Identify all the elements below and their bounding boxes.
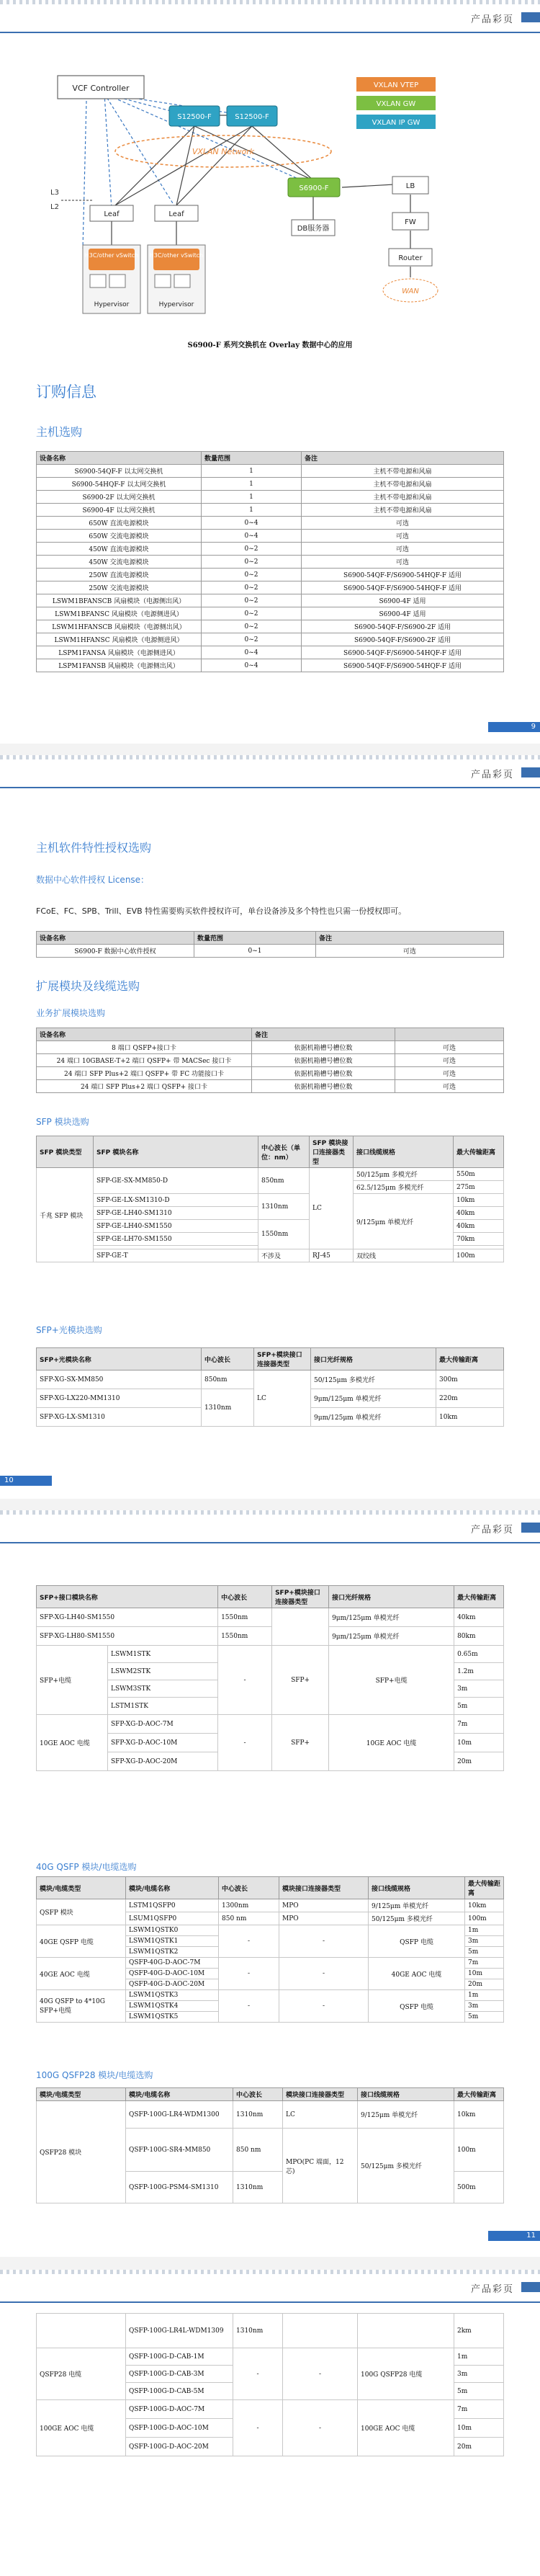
table-row: 8 端口 QSFP+接口卡 依据机箱槽号槽位数 可选 [37,1041,504,1054]
table-row: SFP-GE-LH70-SM1550 70km [37,1233,504,1246]
table-row: 100GE AOC 电缆 QSFP-100G-D-AOC-7M - - 100GE AOC 电缆 7m [37,2400,504,2419]
table-row: QSFP28 模块 QSFP-100G-LR4-WDM1300 1310nm LC 9/125μm 单模光纤 10km [37,2101,504,2129]
biz-title: 业务扩展模块选购 [36,1008,106,1018]
license-table [36,931,504,958]
ordering-title: 订购信息 [36,383,96,401]
qsfp28-title: 100G QSFP28 模块/电缆选购 [36,2070,153,2080]
lb-label: LB [405,182,415,190]
col-device: 设备名称 [37,452,202,465]
table-row: QSFP-40G-D-AOC-20M 20m [37,1979,504,1990]
page-header [0,2270,540,2301]
sfp-table: SFP 模块类型 SFP 模块名称 中心波长（单位：nm） SFP 模块接口连接器类型 接口线缆规格 最大传输距离 千兆 SFP 模块 SFP-GE-SX-MM850-D 850nm LC 50/125μm 多模光纤 550m 62.5/125μm 多模光纤 275m SFP-GE-LX-SM1310-D 1310nm 9/125μm 单模光纤 10km SFP-GE-LH40-SM1310 40km SFP-GE-LH40-SM1550 1550nm 40km SFP-GE-LH70-SM1550 70km SFP-GE-T 不涉及 RJ-45 双绞线 100m [36,1136,504,1262]
l3-label: L3 [50,189,59,197]
table-row: LSWM1BFANSC 风扇模块（电源侧进风） 0~2 S6900-4F 适用 [37,607,504,620]
page-3 [0,1510,540,2257]
sfp-title: SFP 模块选购 [36,1117,89,1127]
table-row: SFP-XG-D-AOC-20M 20m [37,1752,504,1771]
table-row: QSFP28 电缆 QSFP-100G-D-CAB-1M - - 100G QSFP28 电缆 1m [37,2348,504,2366]
table-row: QSFP-100G-D-AOC-20M 20m [37,2438,504,2456]
license-title: 主机软件特性授权选购 [36,841,152,855]
vswitch-1-label: H3C/other vSwitch [84,252,139,259]
diagram-caption: S6900-F 系列交换机在 Overlay 数据中心的应用 [187,342,353,349]
table-row: SFP-XG-LX220-MM1310 1310nm 9μm/125μm 单模光纤 220m [37,1389,504,1408]
table-row: QSFP-100G-PSM4-SM1310 1310nm 500m [37,2172,504,2203]
table-row: QSFP-100G-D-CAB-3M 3m [37,2366,504,2383]
col-note: 备注 [252,1028,395,1041]
s6900-label: S6900-F [299,184,329,192]
spine-1-label: S12500-F [177,113,212,121]
table-row: S6900-4F 以太网交换机 1 主机不带电源和风扇 [37,504,504,517]
table-row: 40GE AOC 电缆 QSFP-40G-D-AOC-7M - - 40GE AOC 电缆 7m [37,1958,504,1969]
table-row: QSFP-100G-LR4L-WDM1309 1310nm 2km [37,2314,504,2348]
page-4 [0,2270,540,2576]
table-row: LSWM1QSTK5 5m [37,2012,504,2023]
legend-gw: VXLAN GW [376,100,416,108]
table-row: LSWM3STK 3m [37,1680,504,1698]
table-row: SFP-XG-SX-MM850 850nm LC 50/125μm 多模光纤 300m [37,1371,504,1389]
table-row: SFP-XG-LH80-SM1550 1550nm 9μm/125μm 单模光纤 80km [37,1627,504,1646]
wan-label: WAN [402,288,419,295]
page-header [0,1510,540,1542]
vxlan-network-label: VXLAN Network [192,147,255,156]
table-row: 650W 交流电源模块 0~4 可选 [37,530,504,543]
table-row: LSWM1HFANSCB 风扇模块（电源侧出风） 0~2 S6900-54QF-F/S6900-2F 适用 [37,620,504,633]
table-row: 24 端口 10GBASE-T+2 端口 QSFP+ 带 MACSec 接口卡 依据机箱槽号槽位数 可选 [37,1054,504,1067]
leaf-2-label: Leaf [168,210,184,218]
table-row: LSPM1FANSB 风扇模块（电源侧出风） 0~4 S6900-54QF-F/S6900-54HQF-F 适用 [37,659,504,672]
col-note: 备注 [302,452,504,465]
table-row: 24 端口 SFP Plus+2 端口 QSFP+ 接口卡 依据机箱槽号槽位数 可选 [37,1080,504,1093]
leaf-1-label: Leaf [104,210,120,218]
table-row: 40G QSFP to 4*10G SFP+电缆 LSWM1QSTK3 - - QSFP 电缆 1m [37,1990,504,2001]
table-row: 10GE AOC 电缆 SFP-XG-D-AOC-7M - SFP+ 10GE AOC 电缆 7m [37,1715,504,1734]
header-title: 产品彩页 [470,2284,514,2295]
sfpplus-title: SFP+光模块选购 [36,1325,102,1335]
spine-2-label: S12500-F [235,113,269,121]
overlay-network-diagram [43,61,490,335]
col-qty: 数量范围 [202,452,302,465]
table-row: LSWM2STK 1.2m [37,1663,504,1680]
page-number: 11 [488,2231,540,2241]
router-label: Router [398,254,423,262]
table-row: 450W 直流电源模块 0~2 可选 [37,543,504,556]
hypervisor-2-label: Hypervisor [158,301,194,308]
page-header [0,0,540,32]
table-row: S6900-54HQF-F 以太网交换机 1 主机不带电源和风扇 [37,478,504,491]
table-row: 450W 交流电源模块 0~2 可选 [37,556,504,569]
col-note: 备注 [316,932,504,945]
legend-vtep: VXLAN VTEP [373,81,419,89]
table-row: S6900-54QF-F 以太网交换机 1 主机不带电源和风扇 [37,465,504,478]
table-row: QSFP 模块 LSTM1QSFP0 1300nm MPO 9/125μm 单模光纤 10km [37,1899,504,1912]
col-qty: 数量范围 [194,932,316,945]
table-row: SFP-XG-LH40-SM1550 1550nm 9μm/125μm 单模光纤 40km [37,1608,504,1627]
table-row: SFP-XG-D-AOC-10M 10m [37,1734,504,1752]
page-header [0,755,540,787]
biz-table [36,1028,504,1093]
license-subtitle: 数据中心软件授权 License： [36,875,150,885]
page-number: 9 [488,722,540,732]
header-title: 产品彩页 [470,770,514,780]
col-device: 设备名称 [37,1028,252,1041]
table-row: LSUM1QSFP0 850 nm MPO 50/125μm 多模光纤 100m [37,1912,504,1925]
table-row: 千兆 SFP 模块 SFP-GE-SX-MM850-D 850nm LC 50/125μm 多模光纤 550m [37,1168,504,1181]
table-row: S6900-2F 以太网交换机 1 主机不带电源和风扇 [37,491,504,504]
table-row: LSWM1BFANSCB 风扇模块（电源侧出风） 0~2 S6900-4F 适用 [37,594,504,607]
table-row: 24 端口 SFP Plus+2 端口 QSFP+ 带 FC 功能接口卡 依据机箱槽号槽位数 可选 [37,1067,504,1080]
table-row: LSTM1STK 5m [37,1698,504,1715]
table-row: LSWM1QSTK1 3m [37,1936,504,1947]
table-row: QSFP-40G-D-AOC-10M 10m [37,1969,504,1979]
table-row: SFP-GE-LH40-SM1550 1550nm 40km [37,1220,504,1233]
db-server-label: DB服务器 [297,225,330,233]
table-row: SFP-GE-T 不涉及 RJ-45 双绞线 100m [37,1249,504,1262]
table-row: 62.5/125μm 多模光纤 275m [37,1181,504,1194]
table-row: LSPM1FANSA 风扇模块（电源侧进风） 0~4 S6900-54QF-F/S6900-54HQF-F 适用 [37,646,504,659]
host-title: 主机选购 [36,425,83,439]
table-row: LSWM1HFANSC 风扇模块（电源侧进风） 0~2 S6900-54QF-F/S6900-2F 适用 [37,633,504,646]
fw-label: FW [405,218,416,226]
table-row: LSWM1QSTK4 3m [37,2001,504,2012]
table-row: SFP-GE-LH40-SM1310 40km [37,1207,504,1220]
table-row: S6900-F 数据中心软件授权 0~1 可选 [37,945,504,958]
sfpplus-cable-table: SFP+接口模块名称 中心波长 SFP+模块接口连接器类型 接口光纤规格 最大传输距离 SFP-XG-LH40-SM1550 1550nm 9μm/125μm 单模光纤 40km SFP-XG-LH80-SM1550 1550nm 9μm/125μm 单模光纤 80km SFP+电缆 LSWM1STK - SFP+ SFP+电缆 0.65m LSWM2STK 1.2m LSWM3STK 3m LSTM1STK 5m 10GE AOC 电缆 SFP-XG-D-AOC-7M - SFP+ 10GE AOC 电缆 7m SFP-XG-D-AOC-10M 10m SFP-XG-D-AOC-20M 20m [36,1585,504,1771]
l2-label: L2 [50,203,59,211]
qsfp28-table: 模块/电缆类型 模块/电缆名称 中心波长 模块接口连接器类型 接口线缆规格 最大传输距离 QSFP28 模块 QSFP-100G-LR4-WDM1300 1310nm LC 9/125μm 单模光纤 10km QSFP-100G-SR4-MM850 850 nm MPO(PC 端面，12 芯) 50/125μm 多模光纤 100m QSFP-100G-PSM4-SM1310 1310nm 500m [36,2087,504,2203]
host-table [36,451,504,672]
col-device: 设备名称 [37,932,194,945]
table-row: SFP+电缆 LSWM1STK - SFP+ SFP+电缆 0.65m [37,1646,504,1663]
page-number: 10 [0,1476,52,1486]
license-paragraph: FCoE、FC、SPB、Trill、EVB 特性需要购买软件授权许可，单台设备涉及多个特性也只需一份授权即可。 [36,906,407,916]
table-row: 250W 直流电源模块 0~2 S6900-54QF-F/S6900-54HQF-F 适用 [37,569,504,581]
page-2 [0,755,540,1499]
qsfp28-cable-table [36,2313,504,2456]
vswitch-2-label: H3C/other vSwitch [149,252,204,259]
qsfp-title: 40G QSFP 模块/电缆选购 [36,1862,137,1872]
sfpplus-table: SFP+光模块名称 中心波长 SFP+模块接口连接器类型 接口光纤规格 最大传输距离 SFP-XG-SX-MM850 850nm LC 50/125μm 多模光纤 300m SFP-XG-LX220-MM1310 1310nm 9μm/125μm 单模光纤 220m SFP-XG-LX-SM1310 9μm/125μm 单模光纤 10km [36,1347,504,1427]
legend-ipgw: VXLAN IP GW [372,119,420,127]
header-title: 产品彩页 [470,1525,514,1536]
hypervisor-1-label: Hypervisor [94,301,130,308]
ext-title: 扩展模块及线缆选购 [36,979,140,993]
table-row: SFP-XG-LX-SM1310 9μm/125μm 单模光纤 10km [37,1408,504,1427]
table-row: QSFP-100G-D-AOC-10M 10m [37,2419,504,2438]
header-title: 产品彩页 [470,14,514,25]
table-row: LSWM1QSTK2 5m [37,1947,504,1958]
page-1 [0,0,540,744]
table-row: 40GE QSFP 电缆 LSWM1QSTK0 - - QSFP 电缆 1m [37,1925,504,1936]
table-row: SFP-GE-LX-SM1310-D 1310nm 9/125μm 单模光纤 10km [37,1194,504,1207]
col-extra [395,1028,504,1041]
table-row: QSFP-100G-SR4-MM850 850 nm MPO(PC 端面，12 芯) 50/125μm 多模光纤 100m [37,2129,504,2172]
table-row: QSFP-100G-D-CAB-5M 5m [37,2383,504,2400]
qsfp-table: 模块/电缆类型 模块/电缆名称 中心波长 模块接口连接器类型 接口线缆规格 最大传输距离 QSFP 模块 LSTM1QSFP0 1300nm MPO 9/125μm 单模光纤 10km LSUM1QSFP0 850 nm MPO 50/125μm 多模光纤 100m 40GE QSFP 电缆 LSWM1QSTK0 - - QSFP 电缆 1m LSWM1QSTK1 3m LSWM1QSTK2 5m 40GE AOC 电缆 QSFP-40G-D-AOC-7M - - 40GE AOC 电缆 7m QSFP-40G-D-AOC-10M 10m QSFP-40G-D-AOC-20M 20m 40G QSFP to 4*10G SFP+电缆 LSWM1QSTK3 - - QSFP 电缆 1m LSWM1QSTK4 3m LSWM1QSTK5 5m [36,1876,504,2023]
table-row: 250W 交流电源模块 0~2 S6900-54QF-F/S6900-54HQF-F 适用 [37,581,504,594]
vcf-controller-label: VCF Controller [72,84,130,93]
table-row: 650W 直流电源模块 0~4 可选 [37,517,504,530]
